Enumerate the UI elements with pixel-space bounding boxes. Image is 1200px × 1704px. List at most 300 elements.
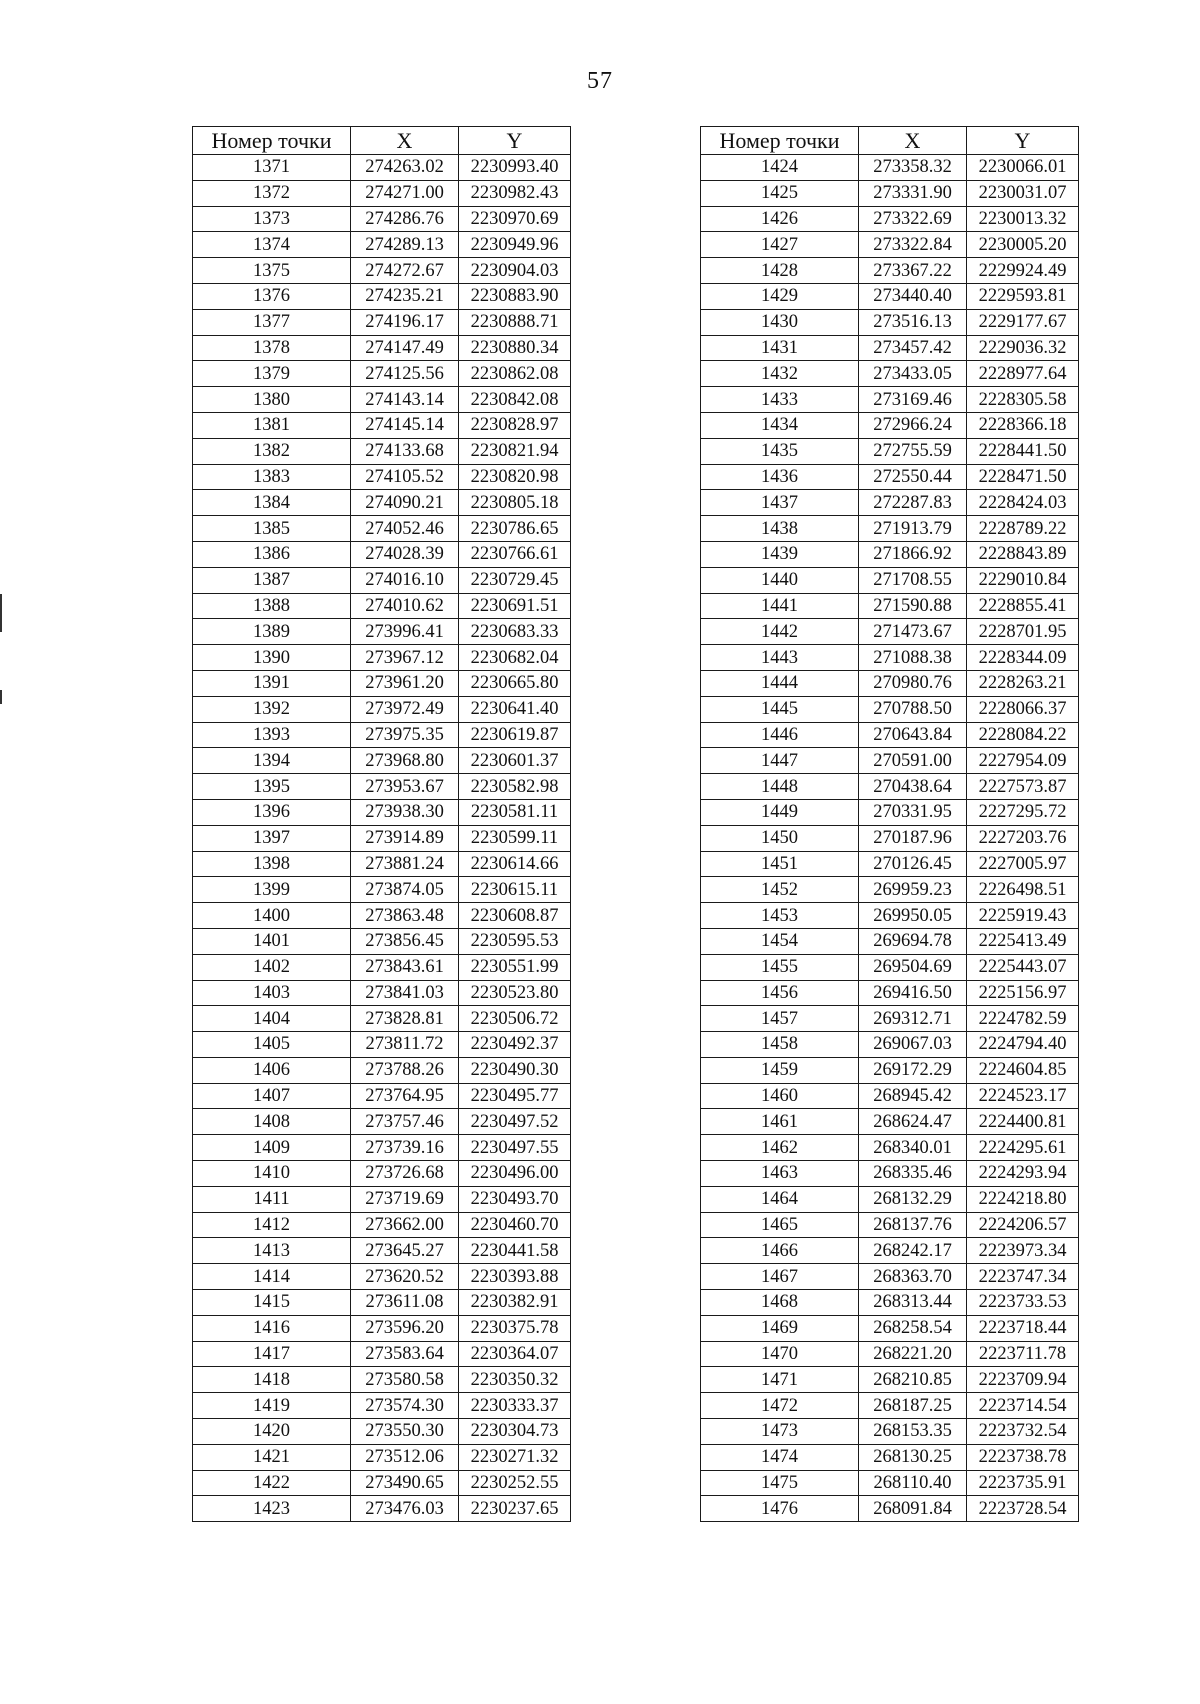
x-cell: 272287.83 (859, 490, 967, 516)
x-cell: 270643.84 (859, 722, 967, 748)
header-point-number: Номер точки (193, 127, 351, 155)
x-cell: 268363.70 (859, 1264, 967, 1290)
x-cell: 269950.05 (859, 903, 967, 929)
y-cell: 2228843.89 (967, 541, 1079, 567)
point-number-cell: 1444 (701, 670, 859, 696)
x-cell: 269504.69 (859, 954, 967, 980)
x-cell: 274010.62 (351, 593, 459, 619)
point-number-cell: 1390 (193, 645, 351, 671)
point-number-cell: 1388 (193, 593, 351, 619)
x-cell: 273583.64 (351, 1341, 459, 1367)
table-row (701, 1367, 1079, 1393)
point-number-cell: 1463 (701, 1161, 859, 1187)
x-cell: 273726.68 (351, 1161, 459, 1187)
point-number-cell: 1417 (193, 1341, 351, 1367)
y-cell: 2227954.09 (967, 748, 1079, 774)
table-row (193, 1315, 571, 1341)
table-row (701, 903, 1079, 929)
table-row (193, 1470, 571, 1496)
x-cell: 273996.41 (351, 619, 459, 645)
table-row (193, 1393, 571, 1419)
y-cell: 2227203.76 (967, 825, 1079, 851)
x-cell: 274145.14 (351, 412, 459, 438)
coordinates-table-left (192, 126, 571, 1522)
x-cell: 268242.17 (859, 1238, 967, 1264)
y-cell: 2230441.58 (459, 1238, 571, 1264)
table-row (193, 516, 571, 542)
x-cell: 274263.02 (351, 155, 459, 181)
x-cell: 273972.49 (351, 696, 459, 722)
table-row (701, 851, 1079, 877)
point-number-cell: 1454 (701, 928, 859, 954)
table-row (701, 722, 1079, 748)
point-number-cell: 1476 (701, 1496, 859, 1522)
x-cell: 273874.05 (351, 877, 459, 903)
y-cell: 2223709.94 (967, 1367, 1079, 1393)
y-cell: 2230805.18 (459, 490, 571, 516)
table-row (701, 206, 1079, 232)
x-cell: 273881.24 (351, 851, 459, 877)
point-number-cell: 1464 (701, 1186, 859, 1212)
point-number-cell: 1456 (701, 980, 859, 1006)
table-row (701, 1083, 1079, 1109)
x-cell: 273719.69 (351, 1186, 459, 1212)
point-number-cell: 1431 (701, 335, 859, 361)
y-cell: 2228977.64 (967, 361, 1079, 387)
x-cell: 269312.71 (859, 1006, 967, 1032)
y-cell: 2230982.43 (459, 180, 571, 206)
point-number-cell: 1371 (193, 155, 351, 181)
point-number-cell: 1372 (193, 180, 351, 206)
table-row (701, 1341, 1079, 1367)
table-row (701, 490, 1079, 516)
table-row (193, 670, 571, 696)
point-number-cell: 1411 (193, 1186, 351, 1212)
table-row (701, 1419, 1079, 1445)
point-number-cell: 1437 (701, 490, 859, 516)
point-number-cell: 1393 (193, 722, 351, 748)
x-cell: 273322.84 (859, 232, 967, 258)
y-cell: 2230271.32 (459, 1444, 571, 1470)
table-row (193, 412, 571, 438)
point-number-cell: 1396 (193, 799, 351, 825)
x-cell: 273620.52 (351, 1264, 459, 1290)
x-cell: 272755.59 (859, 438, 967, 464)
table-row (193, 1367, 571, 1393)
x-cell: 270126.45 (859, 851, 967, 877)
x-cell: 269172.29 (859, 1057, 967, 1083)
table-row (701, 645, 1079, 671)
point-number-cell: 1415 (193, 1290, 351, 1316)
point-number-cell: 1460 (701, 1083, 859, 1109)
table-row (193, 541, 571, 567)
y-cell: 2226498.51 (967, 877, 1079, 903)
point-number-cell: 1386 (193, 541, 351, 567)
table-row (701, 1496, 1079, 1522)
y-cell: 2230506.72 (459, 1006, 571, 1032)
x-cell: 273490.65 (351, 1470, 459, 1496)
point-number-cell: 1408 (193, 1109, 351, 1135)
table-row (701, 1315, 1079, 1341)
point-number-cell: 1418 (193, 1367, 351, 1393)
x-cell: 268137.76 (859, 1212, 967, 1238)
point-number-cell: 1449 (701, 799, 859, 825)
table-body-left (193, 155, 571, 1522)
point-number-cell: 1448 (701, 774, 859, 800)
point-number-cell: 1376 (193, 283, 351, 309)
table-row (193, 954, 571, 980)
table-row (193, 387, 571, 413)
x-cell: 273739.16 (351, 1135, 459, 1161)
x-cell: 273550.30 (351, 1419, 459, 1445)
point-number-cell: 1405 (193, 1032, 351, 1058)
x-cell: 273841.03 (351, 980, 459, 1006)
table-row (701, 1470, 1079, 1496)
y-cell: 2230252.55 (459, 1470, 571, 1496)
x-cell: 268210.85 (859, 1367, 967, 1393)
table-row (193, 1238, 571, 1264)
x-cell: 268335.46 (859, 1161, 967, 1187)
y-cell: 2230888.71 (459, 309, 571, 335)
x-cell: 273856.45 (351, 928, 459, 954)
y-cell: 2223728.54 (967, 1496, 1079, 1522)
table-row (701, 799, 1079, 825)
table-row (701, 567, 1079, 593)
point-number-cell: 1401 (193, 928, 351, 954)
table-row (701, 1393, 1079, 1419)
x-cell: 274052.46 (351, 516, 459, 542)
x-cell: 273967.12 (351, 645, 459, 671)
y-cell: 2230820.98 (459, 464, 571, 490)
x-cell: 273757.46 (351, 1109, 459, 1135)
x-cell: 273322.69 (859, 206, 967, 232)
y-cell: 2228305.58 (967, 387, 1079, 413)
table-row (193, 774, 571, 800)
point-number-cell: 1469 (701, 1315, 859, 1341)
point-number-cell: 1384 (193, 490, 351, 516)
scan-artifact (0, 690, 2, 704)
table-row (701, 877, 1079, 903)
x-cell: 270980.76 (859, 670, 967, 696)
x-cell: 274105.52 (351, 464, 459, 490)
header-point-number: Номер точки (701, 127, 859, 155)
point-number-cell: 1375 (193, 258, 351, 284)
table-row (193, 335, 571, 361)
y-cell: 2225919.43 (967, 903, 1079, 929)
coordinates-table-right (700, 126, 1079, 1522)
x-cell: 273914.89 (351, 825, 459, 851)
point-number-cell: 1442 (701, 619, 859, 645)
x-cell: 274028.39 (351, 541, 459, 567)
y-cell: 2230821.94 (459, 438, 571, 464)
x-cell: 274147.49 (351, 335, 459, 361)
point-number-cell: 1452 (701, 877, 859, 903)
point-number-cell: 1428 (701, 258, 859, 284)
y-cell: 2225413.49 (967, 928, 1079, 954)
table-row (193, 1212, 571, 1238)
table-row (193, 928, 571, 954)
point-number-cell: 1429 (701, 283, 859, 309)
table-row (193, 877, 571, 903)
table-row (701, 1006, 1079, 1032)
table-row (701, 283, 1079, 309)
point-number-cell: 1461 (701, 1109, 859, 1135)
table-row (701, 180, 1079, 206)
point-number-cell: 1465 (701, 1212, 859, 1238)
x-cell: 274016.10 (351, 567, 459, 593)
point-number-cell: 1425 (701, 180, 859, 206)
point-number-cell: 1436 (701, 464, 859, 490)
y-cell: 2223735.91 (967, 1470, 1079, 1496)
x-cell: 274271.00 (351, 180, 459, 206)
y-cell: 2228366.18 (967, 412, 1079, 438)
x-cell: 273433.05 (859, 361, 967, 387)
y-cell: 2230490.30 (459, 1057, 571, 1083)
y-cell: 2230599.11 (459, 825, 571, 851)
x-cell: 273811.72 (351, 1032, 459, 1058)
x-cell: 273169.46 (859, 387, 967, 413)
x-cell: 271088.38 (859, 645, 967, 671)
x-cell: 273953.67 (351, 774, 459, 800)
y-cell: 2225443.07 (967, 954, 1079, 980)
point-number-cell: 1389 (193, 619, 351, 645)
x-cell: 273764.95 (351, 1083, 459, 1109)
y-cell: 2224218.80 (967, 1186, 1079, 1212)
x-cell: 273367.22 (859, 258, 967, 284)
y-cell: 2230641.40 (459, 696, 571, 722)
point-number-cell: 1453 (701, 903, 859, 929)
y-cell: 2230497.52 (459, 1109, 571, 1135)
y-cell: 2230682.04 (459, 645, 571, 671)
table-row (193, 1083, 571, 1109)
y-cell: 2230614.66 (459, 851, 571, 877)
point-number-cell: 1426 (701, 206, 859, 232)
x-cell: 273961.20 (351, 670, 459, 696)
table-header-row (701, 127, 1079, 155)
table-row (701, 1212, 1079, 1238)
x-cell: 270187.96 (859, 825, 967, 851)
table-row (193, 180, 571, 206)
y-cell: 2230729.45 (459, 567, 571, 593)
y-cell: 2230551.99 (459, 954, 571, 980)
table-row (701, 361, 1079, 387)
table-row (193, 1006, 571, 1032)
table-row (193, 851, 571, 877)
x-cell: 273828.81 (351, 1006, 459, 1032)
table-row (701, 464, 1079, 490)
table-row (701, 232, 1079, 258)
point-number-cell: 1441 (701, 593, 859, 619)
x-cell: 273516.13 (859, 309, 967, 335)
y-cell: 2228344.09 (967, 645, 1079, 671)
x-cell: 273968.80 (351, 748, 459, 774)
point-number-cell: 1406 (193, 1057, 351, 1083)
table-row (701, 309, 1079, 335)
point-number-cell: 1473 (701, 1419, 859, 1445)
table-row (701, 593, 1079, 619)
x-cell: 274286.76 (351, 206, 459, 232)
table-row (701, 1444, 1079, 1470)
x-cell: 271913.79 (859, 516, 967, 542)
point-number-cell: 1472 (701, 1393, 859, 1419)
point-number-cell: 1474 (701, 1444, 859, 1470)
table-row (193, 1496, 571, 1522)
point-number-cell: 1471 (701, 1367, 859, 1393)
point-number-cell: 1466 (701, 1238, 859, 1264)
y-cell: 2230949.96 (459, 232, 571, 258)
y-cell: 2223733.53 (967, 1290, 1079, 1316)
x-cell: 268130.25 (859, 1444, 967, 1470)
y-cell: 2230031.07 (967, 180, 1079, 206)
point-number-cell: 1379 (193, 361, 351, 387)
x-cell: 270331.95 (859, 799, 967, 825)
y-cell: 2228471.50 (967, 464, 1079, 490)
x-cell: 274125.56 (351, 361, 459, 387)
point-number-cell: 1373 (193, 206, 351, 232)
y-cell: 2230665.80 (459, 670, 571, 696)
point-number-cell: 1439 (701, 541, 859, 567)
point-number-cell: 1377 (193, 309, 351, 335)
x-cell: 268340.01 (859, 1135, 967, 1161)
point-number-cell: 1385 (193, 516, 351, 542)
x-cell: 270438.64 (859, 774, 967, 800)
y-cell: 2223718.44 (967, 1315, 1079, 1341)
y-cell: 2230904.03 (459, 258, 571, 284)
x-cell: 273611.08 (351, 1290, 459, 1316)
y-cell: 2228084.22 (967, 722, 1079, 748)
y-cell: 2228789.22 (967, 516, 1079, 542)
table-row (193, 232, 571, 258)
x-cell: 270591.00 (859, 748, 967, 774)
y-cell: 2230619.87 (459, 722, 571, 748)
x-cell: 268313.44 (859, 1290, 967, 1316)
point-number-cell: 1462 (701, 1135, 859, 1161)
table-header-row (193, 127, 571, 155)
x-cell: 268221.20 (859, 1341, 967, 1367)
point-number-cell: 1434 (701, 412, 859, 438)
table-row (193, 438, 571, 464)
x-cell: 268624.47 (859, 1109, 967, 1135)
table-row (193, 1032, 571, 1058)
table-row (193, 490, 571, 516)
table-row (193, 1290, 571, 1316)
point-number-cell: 1433 (701, 387, 859, 413)
point-number-cell: 1383 (193, 464, 351, 490)
point-number-cell: 1419 (193, 1393, 351, 1419)
y-cell: 2229924.49 (967, 258, 1079, 284)
point-number-cell: 1427 (701, 232, 859, 258)
point-number-cell: 1467 (701, 1264, 859, 1290)
table-row (193, 1135, 571, 1161)
point-number-cell: 1398 (193, 851, 351, 877)
table-row (701, 541, 1079, 567)
x-cell: 272966.24 (859, 412, 967, 438)
point-number-cell: 1430 (701, 309, 859, 335)
table-row (701, 1057, 1079, 1083)
point-number-cell: 1440 (701, 567, 859, 593)
point-number-cell: 1450 (701, 825, 859, 851)
table-row (193, 619, 571, 645)
table-row (193, 206, 571, 232)
table-row (701, 670, 1079, 696)
x-cell: 273596.20 (351, 1315, 459, 1341)
x-cell: 271590.88 (859, 593, 967, 619)
point-number-cell: 1468 (701, 1290, 859, 1316)
table-row (701, 412, 1079, 438)
table-row (701, 1238, 1079, 1264)
point-number-cell: 1394 (193, 748, 351, 774)
point-number-cell: 1457 (701, 1006, 859, 1032)
table-row (193, 645, 571, 671)
table-row (193, 1161, 571, 1187)
table-row (193, 258, 571, 284)
y-cell: 2230350.32 (459, 1367, 571, 1393)
point-number-cell: 1416 (193, 1315, 351, 1341)
table-row (193, 1264, 571, 1290)
y-cell: 2230005.20 (967, 232, 1079, 258)
header-x: X (859, 127, 967, 155)
point-number-cell: 1380 (193, 387, 351, 413)
y-cell: 2230237.65 (459, 1496, 571, 1522)
y-cell: 2230582.98 (459, 774, 571, 800)
x-cell: 273843.61 (351, 954, 459, 980)
table-row (701, 825, 1079, 851)
y-cell: 2230382.91 (459, 1290, 571, 1316)
y-cell: 2230492.37 (459, 1032, 571, 1058)
y-cell: 2230595.53 (459, 928, 571, 954)
point-number-cell: 1381 (193, 412, 351, 438)
table-row (701, 438, 1079, 464)
y-cell: 2223711.78 (967, 1341, 1079, 1367)
point-number-cell: 1421 (193, 1444, 351, 1470)
y-cell: 2224794.40 (967, 1032, 1079, 1058)
x-cell: 270788.50 (859, 696, 967, 722)
x-cell: 273645.27 (351, 1238, 459, 1264)
table-row (193, 1341, 571, 1367)
x-cell: 271866.92 (859, 541, 967, 567)
point-number-cell: 1475 (701, 1470, 859, 1496)
x-cell: 273788.26 (351, 1057, 459, 1083)
table-row (193, 155, 571, 181)
y-cell: 2230683.33 (459, 619, 571, 645)
point-number-cell: 1407 (193, 1083, 351, 1109)
x-cell: 268132.29 (859, 1186, 967, 1212)
point-number-cell: 1424 (701, 155, 859, 181)
point-number-cell: 1403 (193, 980, 351, 1006)
point-number-cell: 1446 (701, 722, 859, 748)
table-row (701, 954, 1079, 980)
table-row (701, 387, 1079, 413)
table-row (701, 258, 1079, 284)
x-cell: 271708.55 (859, 567, 967, 593)
x-cell: 274289.13 (351, 232, 459, 258)
y-cell: 2230393.88 (459, 1264, 571, 1290)
table-row (701, 1161, 1079, 1187)
table-row (193, 696, 571, 722)
x-cell: 274272.67 (351, 258, 459, 284)
table-row (701, 155, 1079, 181)
y-cell: 2230496.00 (459, 1161, 571, 1187)
x-cell: 273457.42 (859, 335, 967, 361)
y-cell: 2223732.54 (967, 1419, 1079, 1445)
point-number-cell: 1412 (193, 1212, 351, 1238)
y-cell: 2230013.32 (967, 206, 1079, 232)
y-cell: 2230523.80 (459, 980, 571, 1006)
point-number-cell: 1451 (701, 851, 859, 877)
table-row (701, 1186, 1079, 1212)
table-row (193, 361, 571, 387)
x-cell: 273863.48 (351, 903, 459, 929)
